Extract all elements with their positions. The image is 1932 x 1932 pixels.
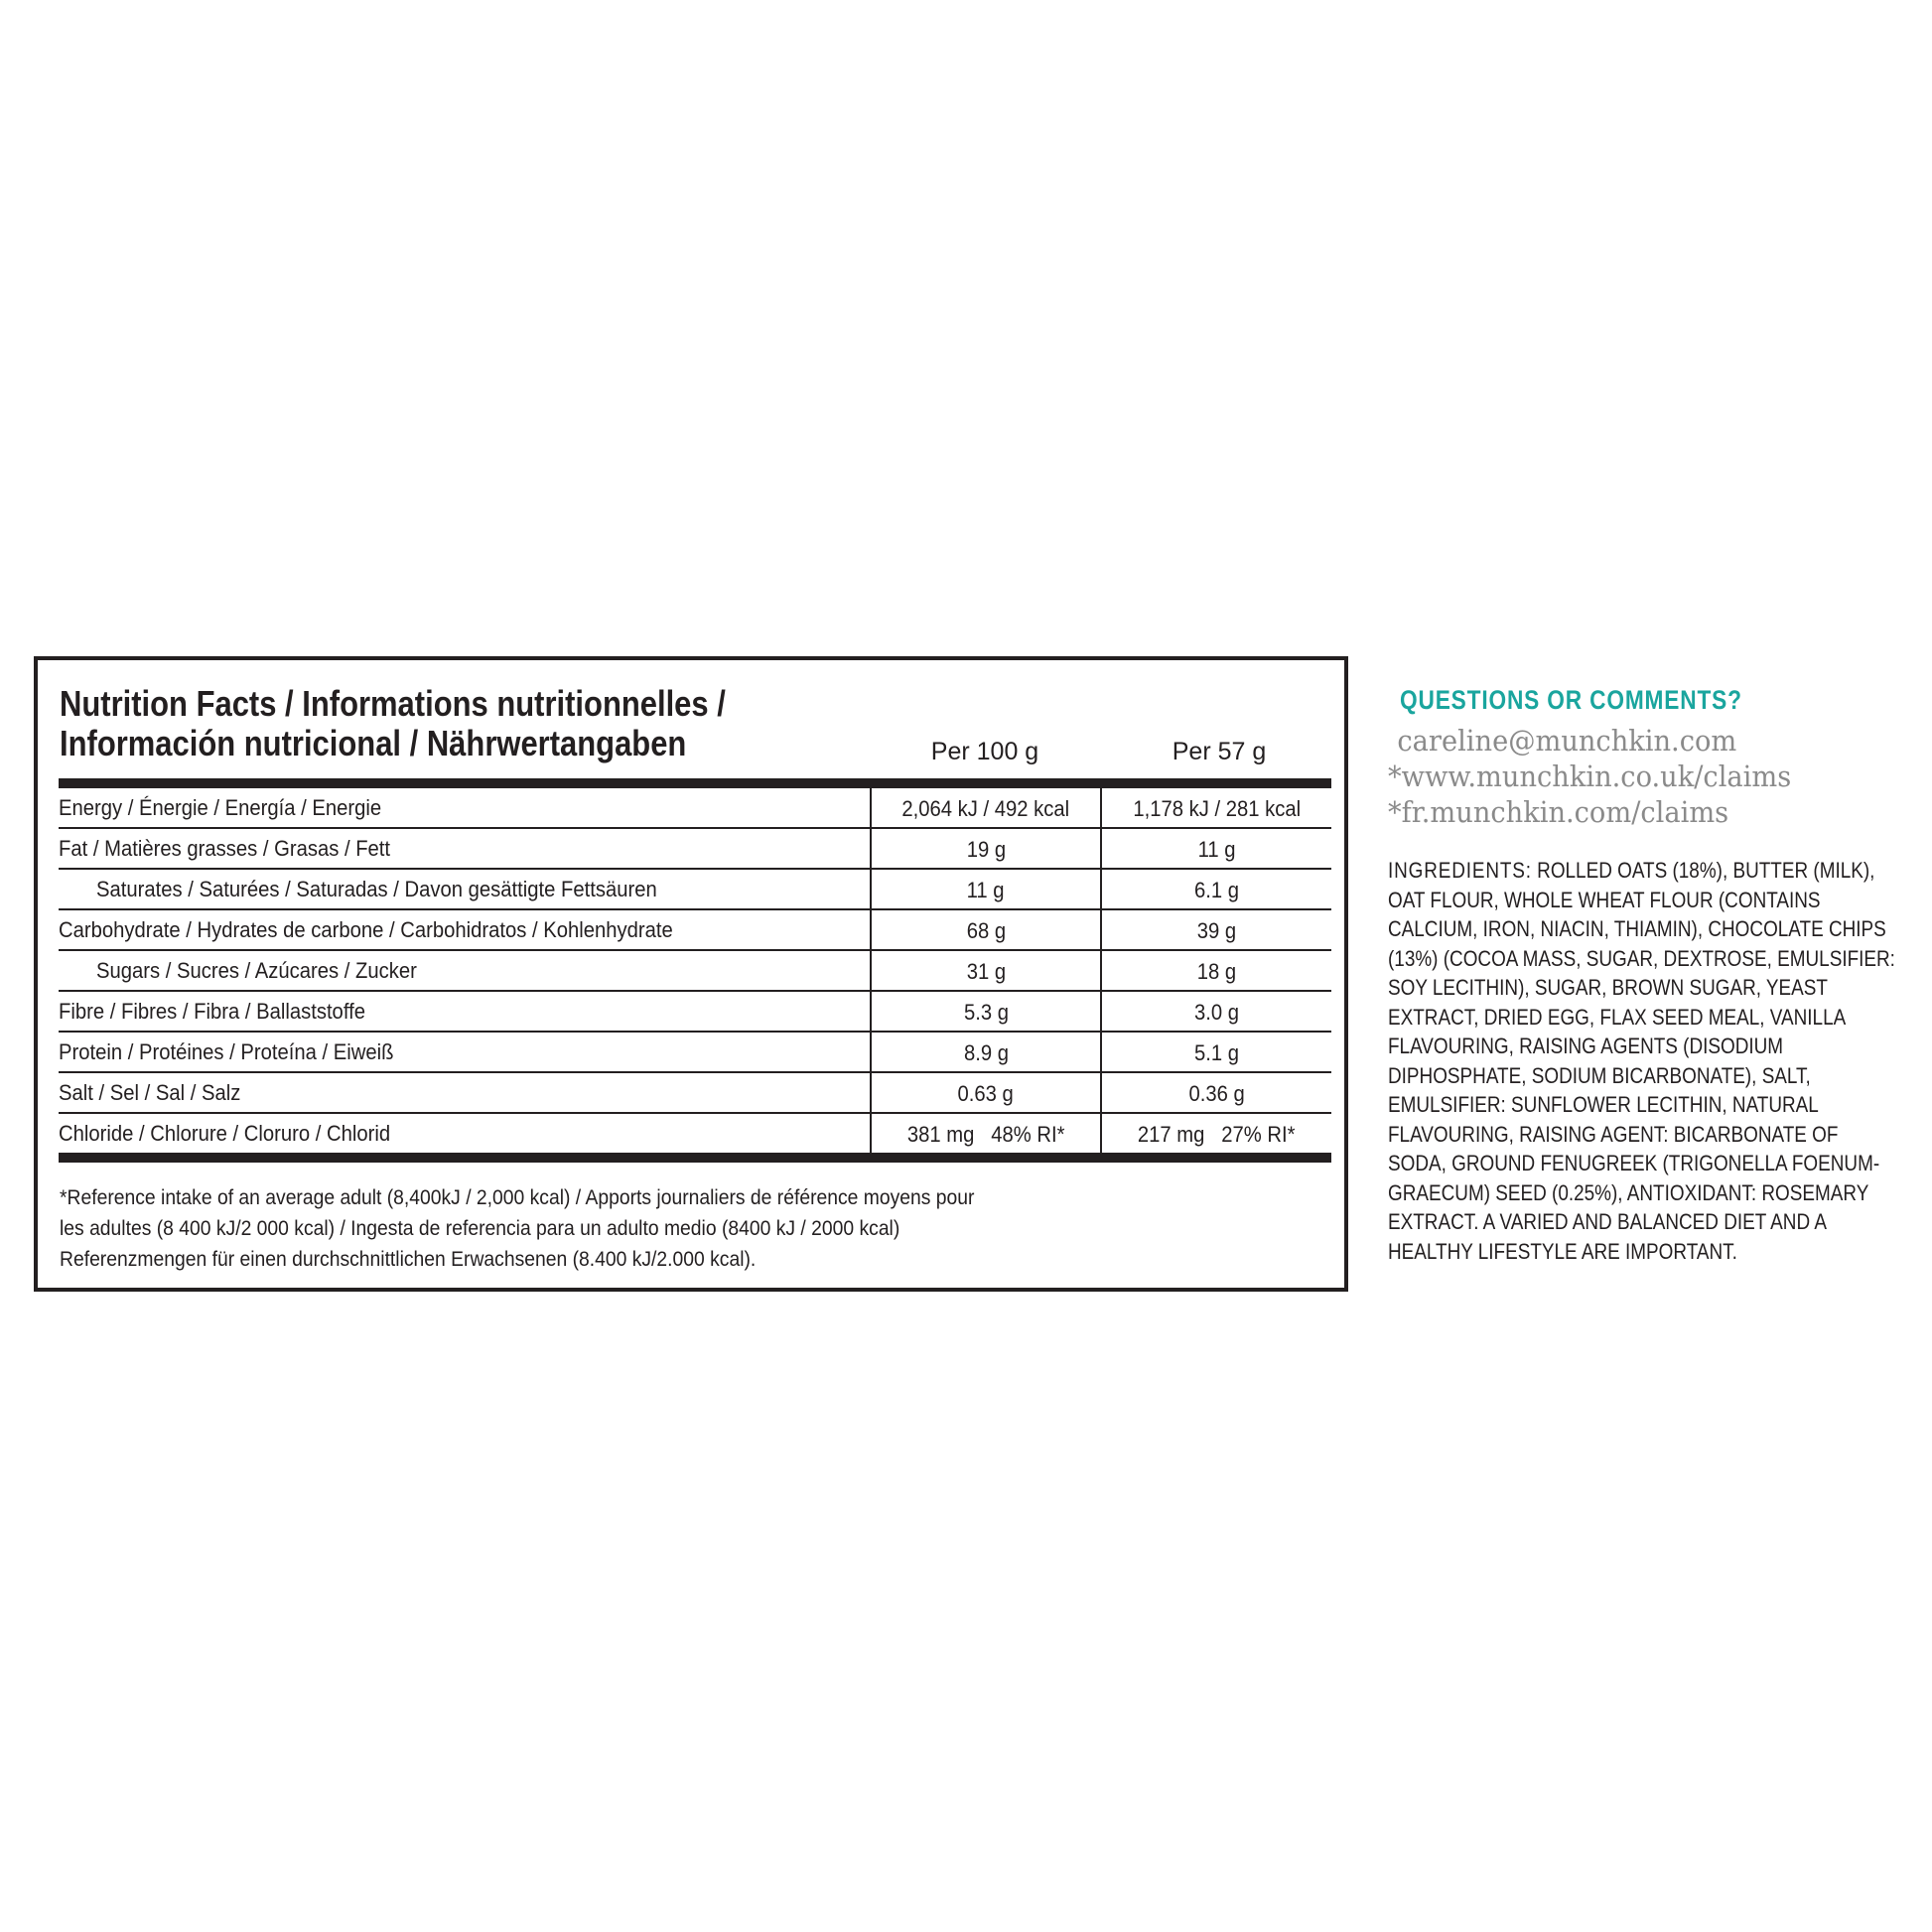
value-per-57g-text: 6.1 g [1193, 878, 1240, 902]
ingredients-text: ROLLED OATS (18%), BUTTER (MILK), OAT FLOUR, WHOLE WHEAT FLOUR (CONTAINS CALCIUM, IRON, NIACIN, THIAMIN), CHOCOLATE CHIPS (13%) (COCOA MASS, SUGAR, DEXTROSE, EMULSIFIER: SOY LECITHIN), SUGAR, BROWN SUGAR, YEAST EXTRACT, DRIED EGG, FLAX SEED MEAL, VANILLA FLAVOURING, RAISING AGENTS (DISODIUM DIPHOSPHATE, SODIUM BICARBONATE), SALT, EMULSIFIER: SUNFLOWER LECITHIN, NATURAL FLAVOURING, RAISING AGENT: BICARBONATE OF SODA, GROUND FENUGREEK (TRIGONELLA FOENUM-GRAECUM) SEED (0.25%), ANTIOXIDANT: ROSEMARY EXTRACT. A VARIED AND BALANCED DIET AND A HEALTHY LIFESTYLE ARE IMPORTANT. [1388, 858, 1895, 1264]
nutrient-label: Energy / Énergie / Energía / Energie [59, 795, 382, 820]
footnote-line: les adultes (8 400 kJ/2 000 kcal) / Ingesta de referencia para un adulto medio (8400 kJ / 2000 kcal) [60, 1217, 900, 1240]
value-per-57g-text: 11 g [1197, 837, 1236, 862]
value-per-57g-text: 217 mg 27% RI* [1138, 1122, 1296, 1147]
value-per-57g [1100, 870, 1331, 910]
nutrient-label: Saturates / Saturées / Saturadas / Davon gesättigte Fettsäuren [96, 877, 657, 901]
value-per-100g-text: 2,064 kJ / 492 kcal [901, 796, 1070, 821]
value-per-57g-text: 0.36 g [1188, 1081, 1245, 1106]
value-per-100g-text: 19 g [966, 837, 1006, 862]
table-row [59, 870, 1331, 910]
value-per-100g-text: 68 g [966, 918, 1006, 943]
value-per-57g-text: 1,178 kJ / 281 kcal [1133, 796, 1301, 821]
value-per-57g-text: 5.1 g [1193, 1040, 1240, 1065]
nutrient-label: Chloride / Chlorure / Cloruro / Chlorid [59, 1121, 391, 1146]
value-per-100g-text: 5.3 g [963, 1000, 1009, 1025]
value-per-57g [1100, 951, 1331, 992]
value-per-100g [870, 870, 1100, 910]
value-per-100g-text: 11 g [967, 878, 1005, 902]
footnote-line: *Reference intake of an average adult (8,400kJ / 2,000 kcal) / Apports journaliers de référence moyens pour [60, 1186, 975, 1209]
table-bottom-divider [59, 1153, 1331, 1163]
column-header-per-100g: Per 100 g [930, 738, 1039, 765]
value-per-100g [870, 992, 1100, 1033]
questions-heading: QUESTIONS OR COMMENTS? [1400, 685, 1742, 715]
value-per-57g-text: 3.0 g [1193, 1000, 1240, 1025]
table-row [59, 1033, 1331, 1073]
value-per-100g [870, 951, 1100, 992]
nutrient-label: Carbohydrate / Hydrates de carbone / Carbohidratos / Kohlenhydrate [59, 917, 673, 942]
table-row [59, 992, 1331, 1033]
nutrient-label: Fibre / Fibres / Fibra / Ballaststoffe [59, 999, 365, 1024]
value-per-100g-text: 31 g [966, 959, 1006, 984]
footnote-line: Referenzmengen für einen durchschnittlichen Erwachsenen (8.400 kJ/2.000 kcal). [60, 1248, 757, 1271]
careline-email[interactable]: careline@munchkin.com [1397, 724, 1737, 758]
table-row [59, 910, 1331, 951]
value-per-57g [1100, 992, 1331, 1033]
claims-url-fr[interactable]: *fr.munchkin.com/claims [1388, 795, 1729, 829]
value-per-57g [1100, 1073, 1331, 1114]
table-row [59, 829, 1331, 870]
value-per-100g-text: 8.9 g [963, 1040, 1009, 1065]
header-divider [59, 778, 1331, 788]
value-per-100g [870, 829, 1100, 870]
value-per-57g [1100, 1114, 1331, 1155]
value-per-100g-text: 0.63 g [957, 1081, 1015, 1106]
nutrition-facts-panel [34, 656, 1348, 1292]
value-per-57g-text: 18 g [1196, 959, 1237, 984]
value-per-57g-text: 39 g [1196, 918, 1237, 943]
reference-intake-footnote [60, 1182, 1156, 1275]
nutrient-label: Salt / Sel / Sal / Salz [59, 1080, 241, 1105]
table-row [59, 1114, 1331, 1155]
value-per-100g [870, 788, 1100, 829]
value-per-57g [1100, 1033, 1331, 1073]
nutrition-title-line1: Nutrition Facts / Informations nutritionnelles / [60, 683, 726, 724]
value-per-100g [870, 1033, 1100, 1073]
value-per-100g-text: 381 mg 48% RI* [906, 1122, 1065, 1147]
contact-block [1388, 723, 1791, 830]
nutrient-label: Sugars / Sucres / Azúcares / Zucker [96, 958, 417, 983]
value-per-100g [870, 1073, 1100, 1114]
value-per-57g [1100, 788, 1331, 829]
value-per-100g [870, 1114, 1100, 1155]
claims-url-uk[interactable]: *www.munchkin.co.uk/claims [1388, 759, 1792, 793]
nutrient-label: Protein / Protéines / Proteína / Eiweiß [59, 1039, 394, 1064]
value-per-57g [1100, 910, 1331, 951]
nutrient-label: Fat / Matières grasses / Grasas / Fett [59, 836, 391, 861]
table-row [59, 1073, 1331, 1114]
ingredients-label: INGREDIENTS: [1388, 858, 1532, 883]
column-header-per-57g: Per 57 g [1172, 738, 1267, 765]
nutrition-table [59, 788, 1331, 1155]
value-per-100g [870, 910, 1100, 951]
nutrition-title-line2: Información nutricional / Nährwertangaben [60, 723, 687, 763]
value-per-57g [1100, 829, 1331, 870]
nutrition-title [60, 684, 726, 763]
table-row [59, 951, 1331, 992]
table-row [59, 788, 1331, 829]
ingredients-list [1388, 856, 1900, 1266]
